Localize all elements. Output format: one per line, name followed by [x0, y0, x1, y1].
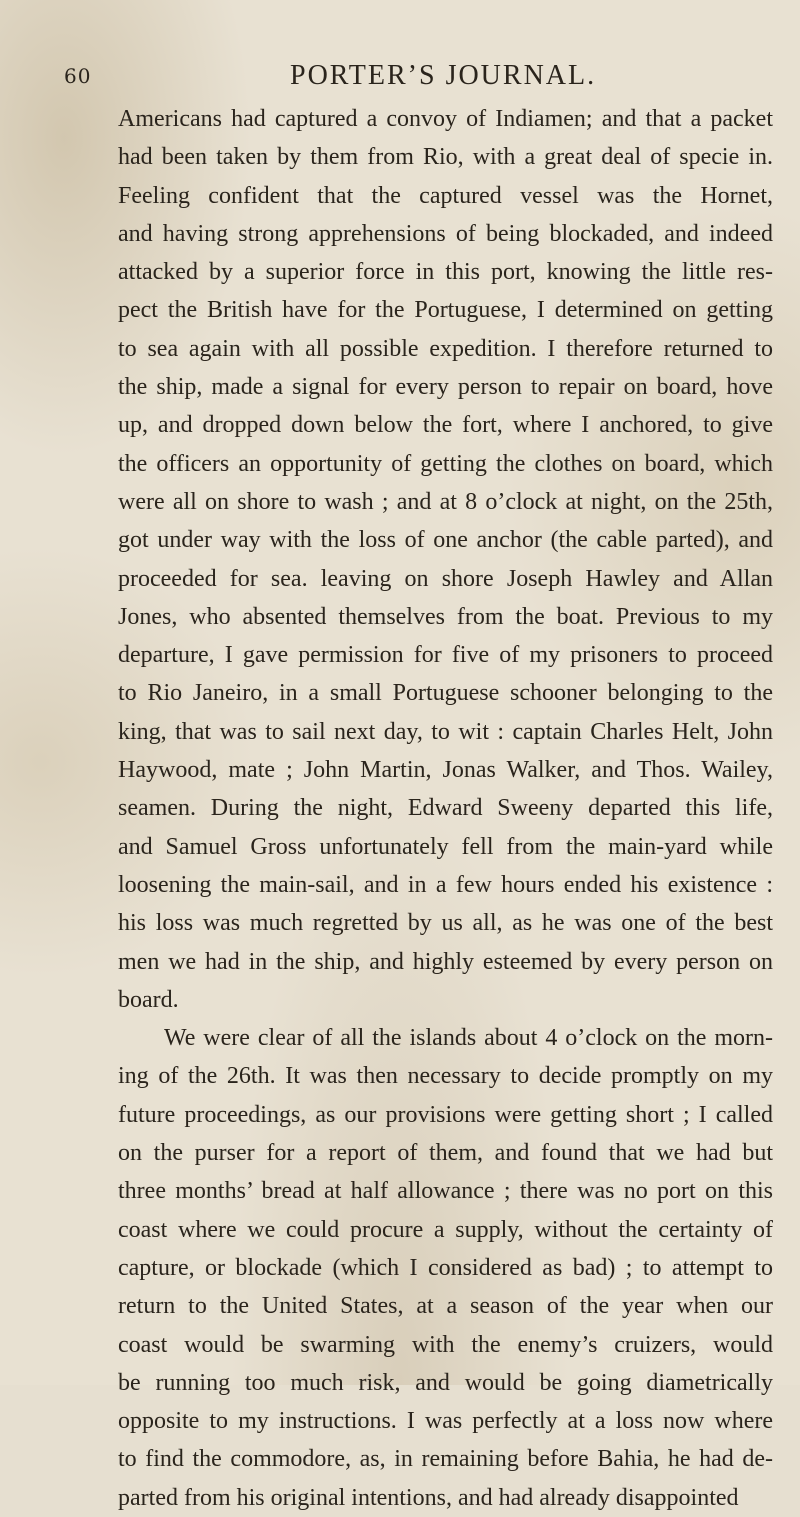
text-line: and Samuel Gross unfortunately fell from the main-yard while	[118, 833, 773, 860]
text-line: be running too much risk, and would be going diametrically	[118, 1369, 773, 1396]
paragraph	[118, 1019, 773, 1517]
text-line: coast would be swarming with the enemy’s cruizers, would	[118, 1331, 773, 1358]
text-line: to find the commodore, as, in remaining before Bahia, he had de-	[118, 1446, 773, 1473]
text-line: his loss was much regretted by us all, as he was one of the best	[118, 910, 773, 937]
running-head: PORTER’S JOURNAL.	[290, 60, 597, 91]
text-line: on the purser for a report of them, and found that we had but	[118, 1140, 773, 1167]
text-line: had been taken by them from Rio, with a great deal of specie in.	[118, 144, 773, 171]
text-line: pect the British have for the Portuguese, I determined on getting	[118, 297, 773, 324]
text-line: seamen. During the night, Edward Sweeny departed this life,	[118, 795, 773, 822]
text-line: Jones, who absented themselves from the boat. Previous to my	[118, 603, 773, 630]
body-text	[118, 100, 773, 1517]
text-line: coast where we could procure a supply, without the certainty of	[118, 1216, 773, 1243]
text-line: up, and dropped down below the fort, where I anchored, to give	[118, 412, 773, 439]
text-line: capture, or blockade (which I considered as bad) ; to attempt to	[118, 1254, 773, 1281]
text-line: men we had in the ship, and highly esteemed by every person on	[118, 948, 773, 975]
text-line: the ship, made a signal for every person to repair on board, hove	[118, 374, 773, 401]
text-line: Americans had captured a convoy of Indiamen; and that a packet	[118, 106, 773, 132]
text-line: and having strong apprehensions of being blockaded, and indeed	[118, 220, 773, 247]
page-header	[64, 60, 744, 100]
text-line: were all on shore to wash ; and at 8 o’clock at night, on the 25th,	[118, 488, 773, 515]
text-line: king, that was to sail next day, to wit : captain Charles Helt, John	[118, 718, 773, 745]
text-line: Feeling confident that the captured vessel was the Hornet,	[118, 182, 773, 209]
text-line: ing of the 26th. It was then necessary to decide promptly on my	[118, 1063, 773, 1090]
text-line: three months’ bread at half allowance ; there was no port on this	[118, 1178, 773, 1205]
text-line: attacked by a superior force in this port, knowing the little res-	[118, 259, 773, 286]
text-line: departure, I gave permission for five of my prisoners to proceed	[118, 642, 773, 669]
text-line: to Rio Janeiro, in a small Portuguese schooner belonging to the	[118, 680, 773, 707]
text-line: board.	[118, 986, 179, 1013]
text-line: opposite to my instructions. I was perfectly at a loss now where	[118, 1408, 773, 1435]
text-line: return to the United States, at a season of the year when our	[118, 1293, 773, 1320]
text-line: loosening the main-sail, and in a few hours ended his existence :	[118, 871, 773, 898]
text-line: future proceedings, as our provisions were getting short ; I called	[118, 1101, 773, 1128]
text-line: Haywood, mate ; John Martin, Jonas Walker, and Thos. Wailey,	[118, 757, 773, 784]
page-number: 60	[64, 64, 92, 88]
text-line: parted from his original intentions, and had already disappointed	[118, 1484, 739, 1511]
text-line: to sea again with all possible expedition. I therefore returned to	[118, 335, 773, 362]
text-line: got under way with the loss of one anchor (the cable parted), and	[118, 527, 773, 554]
text-line: the officers an opportunity of getting the clothes on board, which	[118, 450, 773, 477]
text-line: proceeded for sea. leaving on shore Joseph Hawley and Allan	[118, 565, 773, 592]
paragraph	[118, 100, 773, 1019]
text-line: We were clear of all the islands about 4 o’clock on the morn-	[164, 1025, 773, 1052]
